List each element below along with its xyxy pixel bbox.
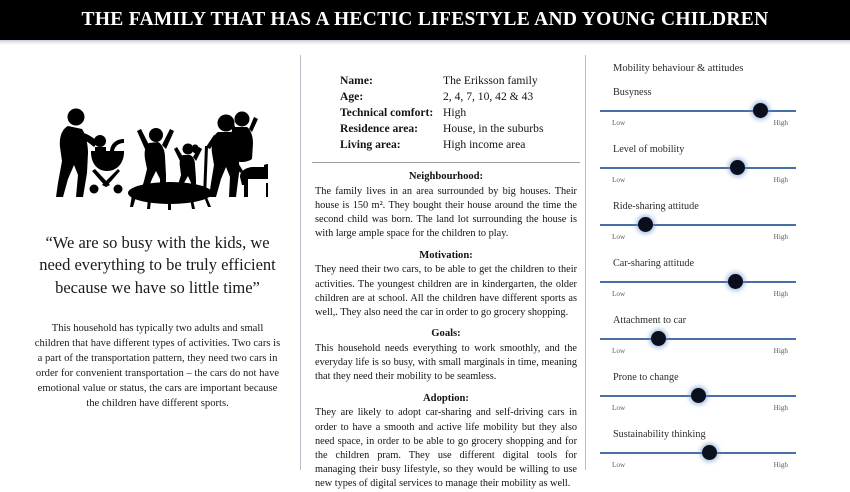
slider-track (600, 281, 796, 283)
fact-label: Age: (340, 89, 364, 103)
slider-group-busyness (595, 87, 845, 131)
slider-scale (600, 347, 796, 359)
slider-track (600, 224, 796, 226)
section-goals (312, 327, 580, 384)
slider-label: Prone to change (613, 372, 679, 383)
panel-divider-left (300, 55, 301, 470)
slider-scale-low: Low (612, 233, 626, 241)
mobility-panel-title: Mobility behaviour & attitudes (613, 63, 744, 74)
slider-handle[interactable] (730, 160, 745, 175)
slider-handle[interactable] (728, 274, 743, 289)
fact-row (340, 73, 580, 89)
fact-value: High income area (443, 137, 526, 151)
slider-scale-high: High (773, 290, 788, 298)
section-title: Adoption: (423, 392, 469, 404)
section-motivation (312, 249, 580, 321)
fact-row (340, 121, 580, 137)
fact-label: Technical comfort: (340, 105, 434, 119)
slider-busyness[interactable] (600, 103, 796, 118)
persona-left-panel (20, 55, 295, 470)
slider-scale-high: High (773, 461, 788, 469)
slider-group-level-of-mobility (595, 144, 845, 188)
slider-scale-high: High (773, 404, 788, 412)
section-title: Motivation: (419, 249, 473, 261)
slider-handle[interactable] (702, 445, 717, 460)
slider-label: Attachment to car (613, 315, 686, 326)
slider-label: Sustainability thinking (613, 429, 706, 440)
slider-scale-low: Low (612, 176, 626, 184)
slider-handle[interactable] (638, 217, 653, 232)
slider-scale-low: Low (612, 290, 626, 298)
fact-row (340, 89, 580, 105)
slider-label: Car-sharing attitude (613, 258, 694, 269)
slider-prone-to-change[interactable] (600, 388, 796, 403)
slider-scale (600, 404, 796, 416)
persona-description: This household has typically two adults and small children that have different types of activities. Two cars is a part of the transportation pattern, they need two cars in order for convenient transportation – the cars do not have emotional value or status, the cars are important because the children have different sports. (34, 322, 281, 409)
slider-scale (600, 233, 796, 245)
header-banner (0, 0, 850, 40)
slider-handle[interactable] (651, 331, 666, 346)
slider-scale (600, 176, 796, 188)
facts-table (312, 73, 580, 153)
slider-scale-high: High (773, 119, 788, 127)
slider-group-attachment-to-car (595, 315, 845, 359)
slider-scale (600, 461, 796, 473)
section-adoption (312, 392, 580, 492)
slider-group-ride-sharing-attitude (595, 201, 845, 245)
fact-label: Residence area: (340, 121, 419, 135)
slider-label: Ride-sharing attitude (613, 201, 699, 212)
slider-scale-high: High (773, 176, 788, 184)
slider-scale (600, 119, 796, 131)
slider-scale-low: Low (612, 119, 626, 127)
fact-row (340, 105, 580, 121)
fact-label: Living area: (340, 137, 401, 151)
section-text: They need their two cars, to be able to get the children to their activities. The youngest children are in kindergarten, the older children are at school. All the children have different sports as well,. They also need the car in order to go grocery shopping. (315, 264, 577, 318)
slider-ride-sharing-attitude[interactable] (600, 217, 796, 232)
section-title: Neighbourhood: (408, 170, 484, 182)
fact-value: 2, 4, 7, 10, 42 & 43 (443, 89, 534, 103)
slider-label: Busyness (613, 87, 652, 98)
slider-scale-high: High (773, 233, 788, 241)
section-text: They are likely to adopt car-sharing and self-driving cars in order to have a smooth and active life mobility but they also need space, in order to be able to go grocery shopping and for the children pram. They use different digital tools for managing their busy lifestyle, so they would be willing to use new types of digital services to manage their mobility as well. (315, 407, 577, 490)
slider-sustainability-thinking[interactable] (600, 445, 796, 460)
slider-label: Level of mobility (613, 144, 685, 155)
section-text: The family lives in an area surrounded by big houses. Their house is 150 m². They bought their house around the time the second child was born. The land lot surrounding the house is with large ample space for the children to play. (315, 185, 577, 240)
slider-track (600, 452, 796, 454)
slider-handle[interactable] (753, 103, 768, 118)
section-neighbourhood (312, 170, 580, 242)
slider-scale-low: Low (612, 461, 626, 469)
slider-group-sustainability-thinking (595, 429, 845, 473)
panel-divider-right (585, 55, 586, 470)
facts-divider (312, 162, 580, 163)
page-title: THE FAMILY THAT HAS A HECTIC LIFESTYLE AND YOUNG CHILDREN (81, 9, 769, 30)
slider-handle[interactable] (691, 388, 706, 403)
slider-track (600, 338, 796, 340)
fact-value: House, in the suburbs (443, 121, 544, 135)
persona-quote: “We are so busy with the kids, we need everything to be truly efficient because we have so little time” (39, 233, 276, 297)
slider-car-sharing-attitude[interactable] (600, 274, 796, 289)
fact-row (340, 137, 580, 153)
fact-label: Name: (340, 74, 373, 87)
section-text: This household needs everything to work smoothly, and the everyday life is so busy, with small marginals in time, meaning that they need their mobility to be seamless. (315, 343, 577, 383)
slider-scale (600, 290, 796, 302)
slider-level-of-mobility[interactable] (600, 160, 796, 175)
slider-scale-high: High (773, 347, 788, 355)
mobility-attitudes-panel (595, 55, 845, 475)
family-silhouettes-illustration (20, 105, 295, 210)
slider-scale-low: Low (612, 404, 626, 412)
slider-group-car-sharing-attitude (595, 258, 845, 302)
fact-value: High (443, 105, 467, 119)
slider-scale-low: Low (612, 347, 626, 355)
fact-value: The Eriksson family (443, 74, 538, 87)
section-title: Goals: (431, 328, 461, 340)
slider-attachment-to-car[interactable] (600, 331, 796, 346)
header-underline-divider (0, 40, 850, 46)
slider-track (600, 167, 796, 169)
slider-group-prone-to-change (595, 372, 845, 416)
persona-facts-panel (312, 55, 580, 490)
